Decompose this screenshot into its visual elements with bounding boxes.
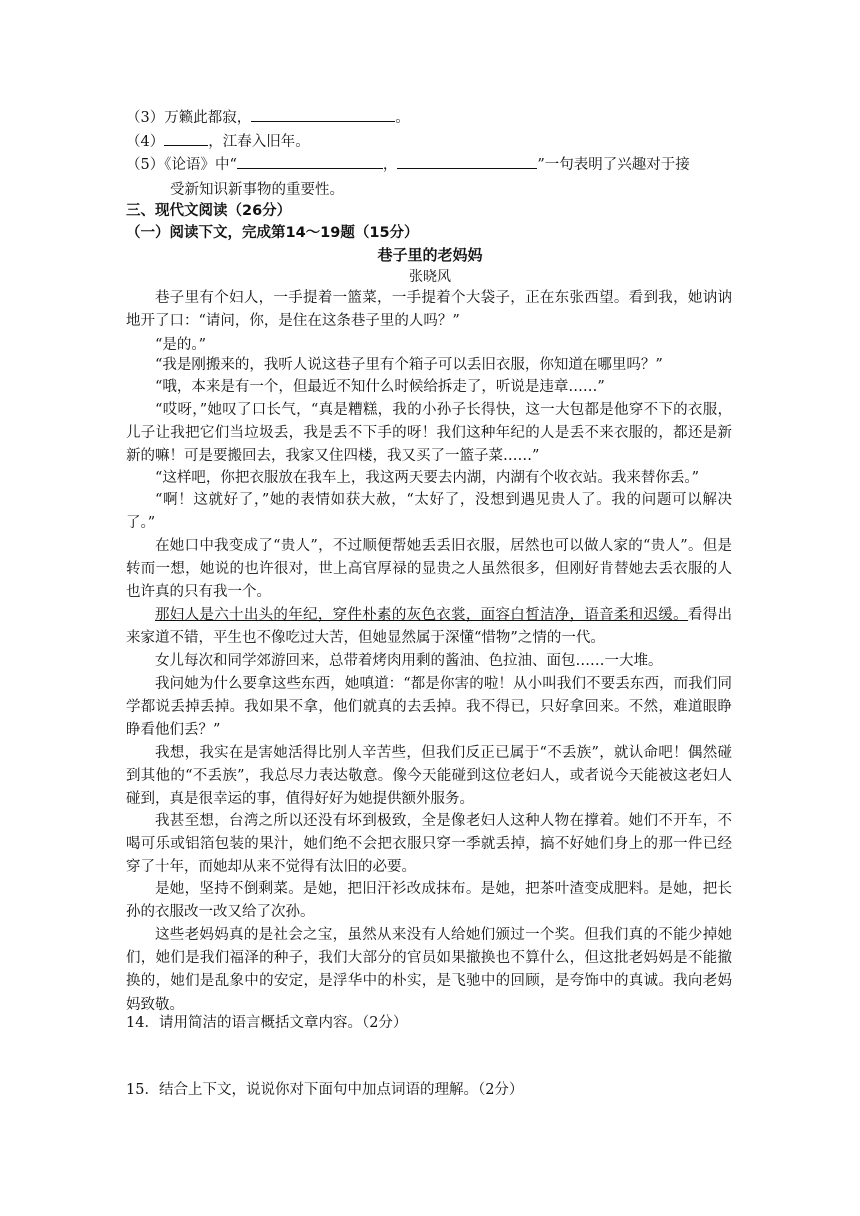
article-paragraph: “这样吧，你把衣服放在我车上，我这两天要去内湖，内湖有个收衣站。我来替你丢。”: [155, 470, 700, 486]
article-paragraph: 我想，我实在是害她活得比别人辛苦些，但我们反正已属于“不丢族”，就认命吧！偶然碰到其他的“不丢族”，我总尽力表达敬意。像今天能碰到这位老妇人，或者说今天能被这老妇人碰到，真是很幸运的事，值得好好为她提供额外服务。: [126, 745, 732, 808]
fill-in-3-suffix: 。: [395, 110, 410, 126]
article-paragraph: 女儿每次和同学郊游回来，总带着烤肉用剩的酱油、色拉油、面包……一大堆。: [155, 653, 663, 669]
fill-in-5-suffix: ”一句表明了兴趣对于接: [537, 157, 690, 173]
fill-in-4-prefix: （4）: [126, 134, 165, 150]
answer-blank[interactable]: [397, 153, 537, 169]
article-paragraph: 这些老妈妈真的是社会之宝，虽然从来没有人给她们颁过一个奖。但我们真的不能少掉她们，她们是我们福泽的种子，我们大部分的官员如果撤换也不算什么，但这批老妈妈是不能撤换的，她们是乱象中的安定，是浮华中的朴实，是飞驰中的回顾，是夸饰中的真诚。我向老妈妈致敬。: [126, 927, 732, 1013]
article-paragraph: “啊！这就好了，”她的表情如获大赦，“太好了，没想到遇见贵人了。我的问题可以解决了。”: [126, 492, 732, 532]
underlined-sentence: 那妇人是六十出头的年纪，穿件朴素的灰色衣裳，面容白皙洁净，语音柔和迟缓。: [155, 607, 688, 623]
fill-in-5-mid: ，: [382, 157, 398, 173]
article-paragraph: “是的。”: [155, 337, 207, 353]
fill-in-item-3: [126, 106, 736, 129]
fill-in-item-4: [126, 130, 736, 153]
question-14: 14．请用简洁的语言概括文章内容。（2分）: [126, 1015, 408, 1031]
part-heading: （一）阅读下文，完成第14～19题（15分）: [126, 225, 419, 241]
fill-in-3-prefix: （3）万籁此都寂，: [126, 110, 252, 126]
article-paragraph: 在她口中我变成了“贵人”，不过顺便帮她丢丢旧衣服，居然也可以做人家的“贵人”。但是转而一想，她说的也许很对，世上高官厚禄的显贵之人虽然很多，但刚好肯替她去丢衣服的人也许真的只有我一个。: [126, 538, 732, 601]
question-15: 15．结合上下文，说说你对下面句中加点词语的理解。（2分）: [126, 1082, 524, 1098]
fill-in-5-prefix: （5）《论语》中“: [126, 157, 237, 173]
paragraph-continuation: 看得出来家道不错，平生也不像吃过大苦，但她显然属于深懂“惜物”之情的一代。: [126, 607, 733, 647]
article-paragraph: “哎呀，”她叹了口长气，“真是糟糕，我的小孙子长得快，这一大包都是他穿不下的衣服，儿子让我把它们当垃圾丢，我是丢不下手的呀！我们这种年纪的人是丢不来衣服的，都还是新新的嘛！可是要搬回去，我家又住四楼，我又买了一篮子菜……”: [126, 402, 732, 465]
article-author: 张晓风: [409, 269, 451, 285]
article-paragraph: 巷子里有个妇人，一手提着一篮菜，一手提着个大袋子，正在东张西望。看到我，她讷讷地开了口：“请问，你，是住在这条巷子里的人吗？”: [126, 290, 732, 330]
section-heading: 三、现代文阅读（26分）: [126, 203, 292, 219]
article-paragraph: 我甚至想，台湾之所以还没有坏到极致，全是像老妇人这种人物在撑着。她们不开车，不喝可乐或铝箔包装的果汁，她们绝不会把衣服只穿一季就丢掉，搞不好她们身上的那一件已经穿了十年，而她却从来不觉得有汰旧的必要。: [126, 813, 732, 876]
answer-blank[interactable]: [164, 130, 208, 146]
article-paragraph: “我是刚搬来的，我听人说这巷子里有个箱子可以丢旧衣服，你知道在哪里吗？”: [155, 357, 663, 373]
answer-blank[interactable]: [251, 106, 395, 122]
fill-in-4-suffix: ，江春入旧年。: [208, 134, 310, 150]
article-paragraph: 是她，坚持不倒剩菜。是她，把旧汗衫改成抹布。是她，把茶叶渣变成肥料。是她，把长孙的衣服改一改又给了次孙。: [126, 881, 732, 921]
answer-blank[interactable]: [237, 153, 383, 169]
article-title: 巷子里的老妈妈: [377, 246, 483, 264]
article-paragraph: 我问她为什么要拿这些东西，她嗔道：“都是你害的啦！从小叫我们不要丢东西，而我们同学都说丢掉丢掉。我如果不拿，他们就真的去丢掉。我不得已，只好拿回来。不然，难道眼睁睁看他们丢？”: [126, 676, 732, 739]
fill-in-5-continuation: 受新知识新事物的重要性。: [170, 182, 344, 198]
article-paragraph: [126, 604, 732, 650]
article-paragraph: “哦，本来是有一个，但最近不知什么时候给拆走了，听说是违章……”: [155, 379, 605, 395]
fill-in-item-5: [126, 153, 732, 203]
